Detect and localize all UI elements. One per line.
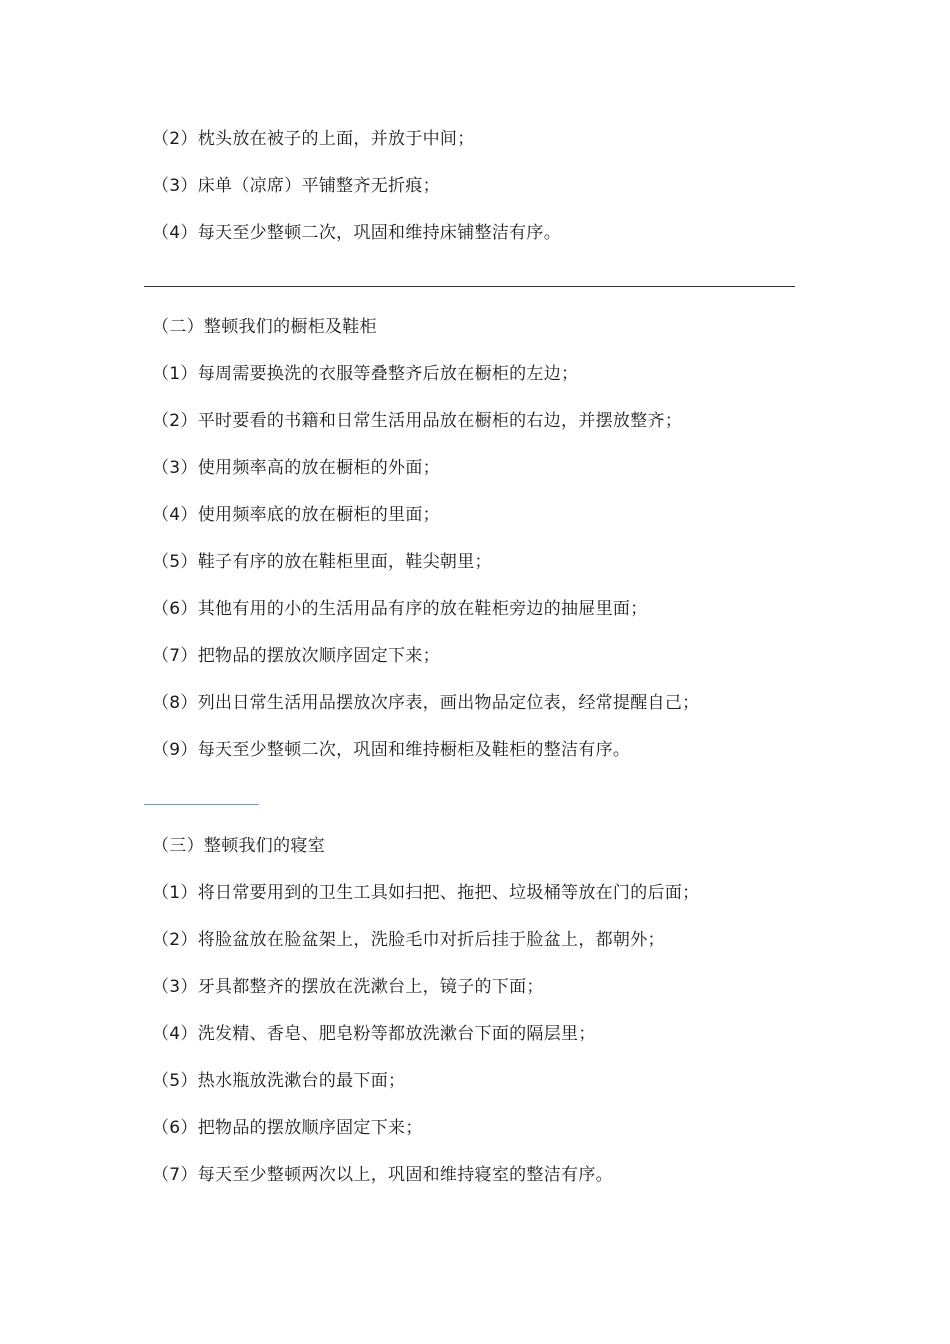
list-item: （8）列出日常生活用品摆放次序表，画出物品定位表，经常提醒自己； [152,693,700,713]
section-divider [144,286,795,287]
list-item: （2）将脸盆放在脸盆架上，洗脸毛巾对折后挂于脸盆上，都朝外； [152,930,665,950]
list-item: （4）每天至少整顿二次，巩固和维持床铺整洁有序。 [152,223,562,243]
list-item: （5）鞋子有序的放在鞋柜里面，鞋尖朝里； [152,552,492,572]
section-heading: （二）整顿我们的橱柜及鞋柜 [152,317,377,337]
list-item: （1）将日常要用到的卫生工具如扫把、拖把、垃圾桶等放在门的后面； [152,883,700,903]
list-item: （6）其他有用的小的生活用品有序的放在鞋柜旁边的抽屉里面； [152,599,648,619]
list-item: （3）床单（凉席）平铺整齐无折痕； [152,176,440,196]
list-item: （3）牙具都整齐的摆放在洗漱台上，镜子的下面； [152,977,544,997]
list-item: （2）枕头放在被子的上面，并放于中间； [152,129,475,149]
list-item: （4）使用频率底的放在橱柜的里面； [152,505,440,525]
list-item: （9）每天至少整顿二次，巩固和维持橱柜及鞋柜的整洁有序。 [152,740,631,760]
list-item: （5）热水瓶放洗漱台的最下面； [152,1071,406,1091]
short-divider [144,804,259,805]
list-item: （7）把物品的摆放次顺序固定下来； [152,646,440,666]
list-item: （1）每周需要换洗的衣服等叠整齐后放在橱柜的左边； [152,364,579,384]
list-item: （3）使用频率高的放在橱柜的外面； [152,458,440,478]
list-item: （6）把物品的摆放顺序固定下来； [152,1118,423,1138]
list-item: （7）每天至少整顿两次以上，巩固和维持寝室的整洁有序。 [152,1165,613,1185]
section-heading: （三）整顿我们的寝室 [152,836,325,856]
list-item: （4）洗发精、香皂、肥皂粉等都放洗漱台下面的隔层里； [152,1024,596,1044]
list-item: （2）平时要看的书籍和日常生活用品放在橱柜的右边，并摆放整齐； [152,411,683,431]
